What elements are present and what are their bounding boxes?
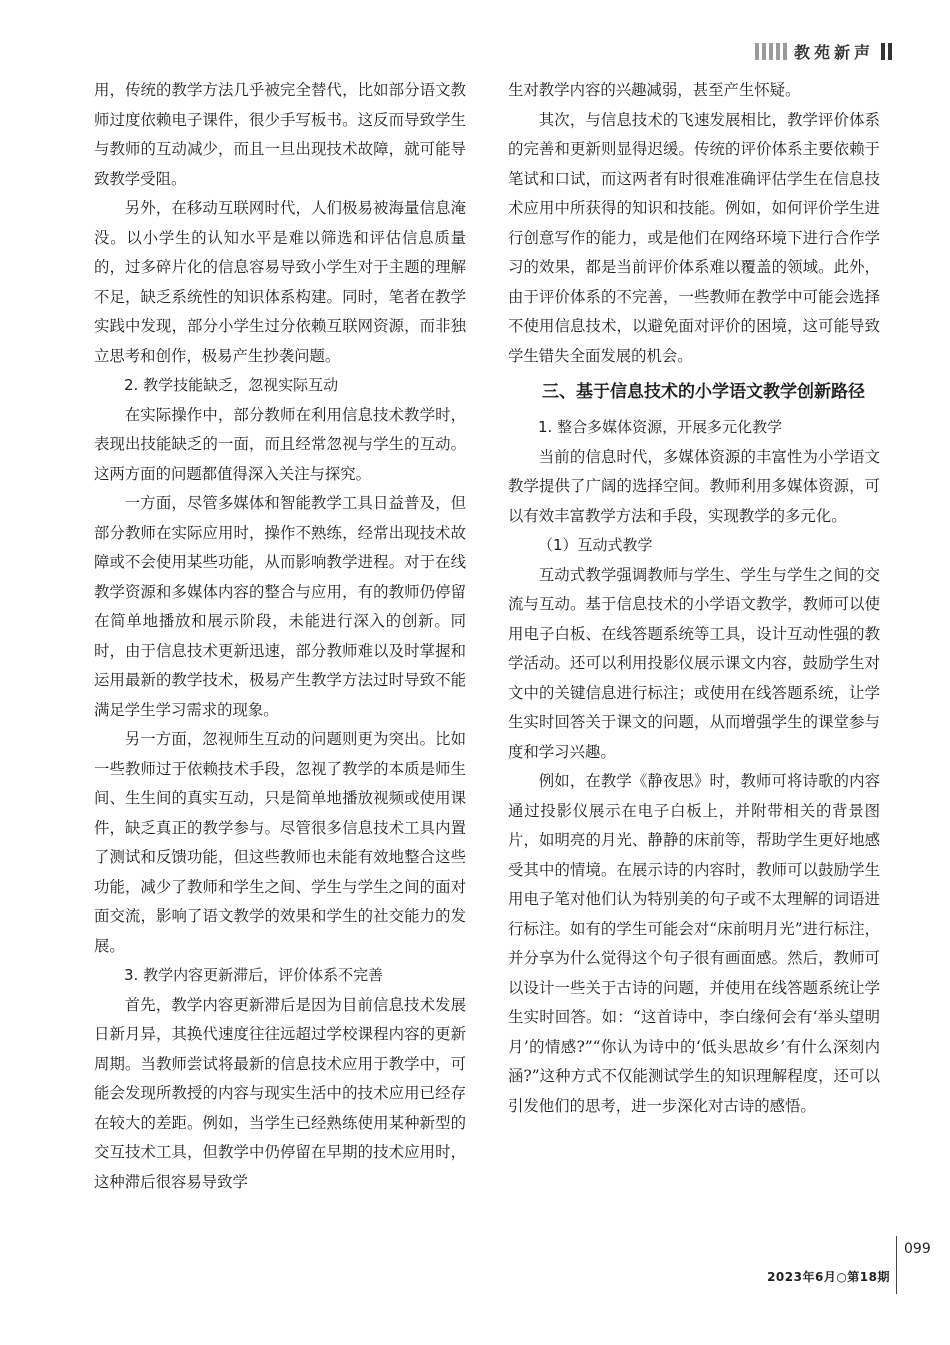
subheading: 1. 整合多媒体资源，开展多元化教学 bbox=[538, 418, 783, 436]
header-decoration-right bbox=[881, 43, 892, 60]
page-number: 099 bbox=[896, 1236, 931, 1262]
subheading: 3. 教学内容更新滞后，评价体系不完善 bbox=[124, 966, 384, 984]
subheading: （1）互动式教学 bbox=[538, 536, 653, 554]
section-heading: 三、基于信息技术的小学语文教学创新路径 bbox=[542, 382, 865, 402]
paragraph: 其次，与信息技术的飞速发展相比，教学评价体系的完善和更新则显得迟缓。传统的评价体系主要依赖于笔试和口试，而这两者有时很难准确评估学生在信息技术应用中所获得的知识和技能。例如，如何评价学生进行创意写作的能力，或是他们在网络环境下进行合作学习的效果，都是当前评价体系难以覆盖的领域。此外，由于评价体系的不完善，一些教师在教学中可能会选择不使用信息技术，以避免面对评价的困境，这可能导致学生错失全面发展的机会。 bbox=[508, 110, 880, 365]
paragraph: 当前的信息时代，多媒体资源的丰富性为小学语文教学提供了广阔的选择空间。教师利用多媒体资源，可以有效丰富教学方法和手段，实现教学的多元化。 bbox=[508, 447, 880, 525]
paragraph: 互动式教学强调教师与学生、学生与学生之间的交流与互动。基于信息技术的小学语文教学，教师可以使用电子白板、在线答题系统等工具，设计互动性强的教学活动。还可以利用投影仪展示课文内容，鼓励学生对文中的关键信息进行标注；或使用在线答题系统，让学生实时回答关于课文的问题，从而增强学生的课堂参与度和学习兴趣。 bbox=[508, 565, 880, 761]
subheading: 2. 教学技能缺乏，忽视实际互动 bbox=[124, 376, 339, 394]
footer-divider bbox=[896, 1262, 897, 1294]
paragraph: 例如，在教学《静夜思》时，教师可将诗歌的内容通过投影仪展示在电子白板上，并附带相关的背景图片，如明亮的月光、静静的床前等，帮助学生更好地感受其中的情境。在展示诗的内容时，教师可以鼓励学生用电子笔对他们认为特别美的句子或不太理解的词语进行标注。如有的学生可能会对“床前明月光”进行标注，并分享为什么觉得这个句子很有画面感。然后，教师可以设计一些关于古诗的问题，并使用在线答题系统让学生实时回答。如：“这首诗中，李白缘何会有‘举头望明月’的情感?”“你认为诗中的‘低头思故乡’有什么深刻内涵?”这种方式不仅能测试学生的知识理解程度，还可以引发他们的思考，进一步深化对古诗的感悟。 bbox=[508, 772, 880, 1115]
paragraph: 一方面，尽管多媒体和智能教学工具日益普及，但部分教师在实际应用时，操作不熟练，经常出现技术故障或不会使用某些功能，从而影响教学进程。对于在线教学资源和多媒体内容的整合与应用，有的教师仍停留在简单地播放和展示阶段，未能进行深入的创新。同时，由于信息技术更新迅速，部分教师难以及时掌握和运用最新的教学技术，极易产生教学方法过时导致不能满足学生学习需求的现象。 bbox=[94, 494, 466, 719]
header-decoration-left bbox=[755, 43, 787, 60]
left-column bbox=[94, 76, 466, 1197]
right-column bbox=[508, 76, 880, 1121]
paragraph: 另一方面，忽视师生互动的问题则更为突出。比如一些教师过于依赖技术手段，忽视了教学的本质是师生间、生生间的真实互动，只是简单地播放视频或使用课件，缺乏真正的教学参与。尽管很多信息技术工具内置了测试和反馈功能，但这些教师也未能有效地整合这些功能，减少了教师和学生之间、学生与学生之间的面对面交流，影响了语文教学的效果和学生的社交能力的发展。 bbox=[94, 730, 466, 955]
column-title: 教苑新声 bbox=[793, 43, 874, 62]
issue-label: 2023年6月○第18期 bbox=[767, 1270, 890, 1284]
paragraph: 生对教学内容的兴趣减弱，甚至产生怀疑。 bbox=[508, 81, 801, 99]
running-header bbox=[755, 40, 892, 63]
paragraph: 另外，在移动互联网时代，人们极易被海量信息淹没。以小学生的认知水平是难以筛选和评估信息质量的，过多碎片化的信息容易导致小学生对于主题的理解不足，缺乏系统性的知识体系构建。同时，笔者在教学实践中发现，部分小学生过分依赖互联网资源，而非独立思考和创作，极易产生抄袭问题。 bbox=[94, 199, 466, 365]
paragraph: 首先，教学内容更新滞后是因为目前信息技术发展日新月异，其换代速度往往远超过学校课程内容的更新周期。当教师尝试将最新的信息技术应用于教学中，可能会发现所教授的内容与现实生活中的技术应用已经存在较大的差距。例如，当学生已经熟练使用某种新型的交互技术工具，但教学中仍停留在早期的技术应用时，这种滞后很容易导致学 bbox=[94, 995, 466, 1191]
paragraph: 在实际操作中，部分教师在利用信息技术教学时，表现出技能缺乏的一面，而且经常忽视与学生的互动。这两方面的问题都值得深入关注与探究。 bbox=[94, 405, 466, 483]
paragraph: 用，传统的教学方法几乎被完全替代，比如部分语文教师过度依赖电子课件，很少手写板书。这反而导致学生与教师的互动减少，而且一旦出现技术故障，就可能导致教学受阻。 bbox=[94, 81, 466, 188]
